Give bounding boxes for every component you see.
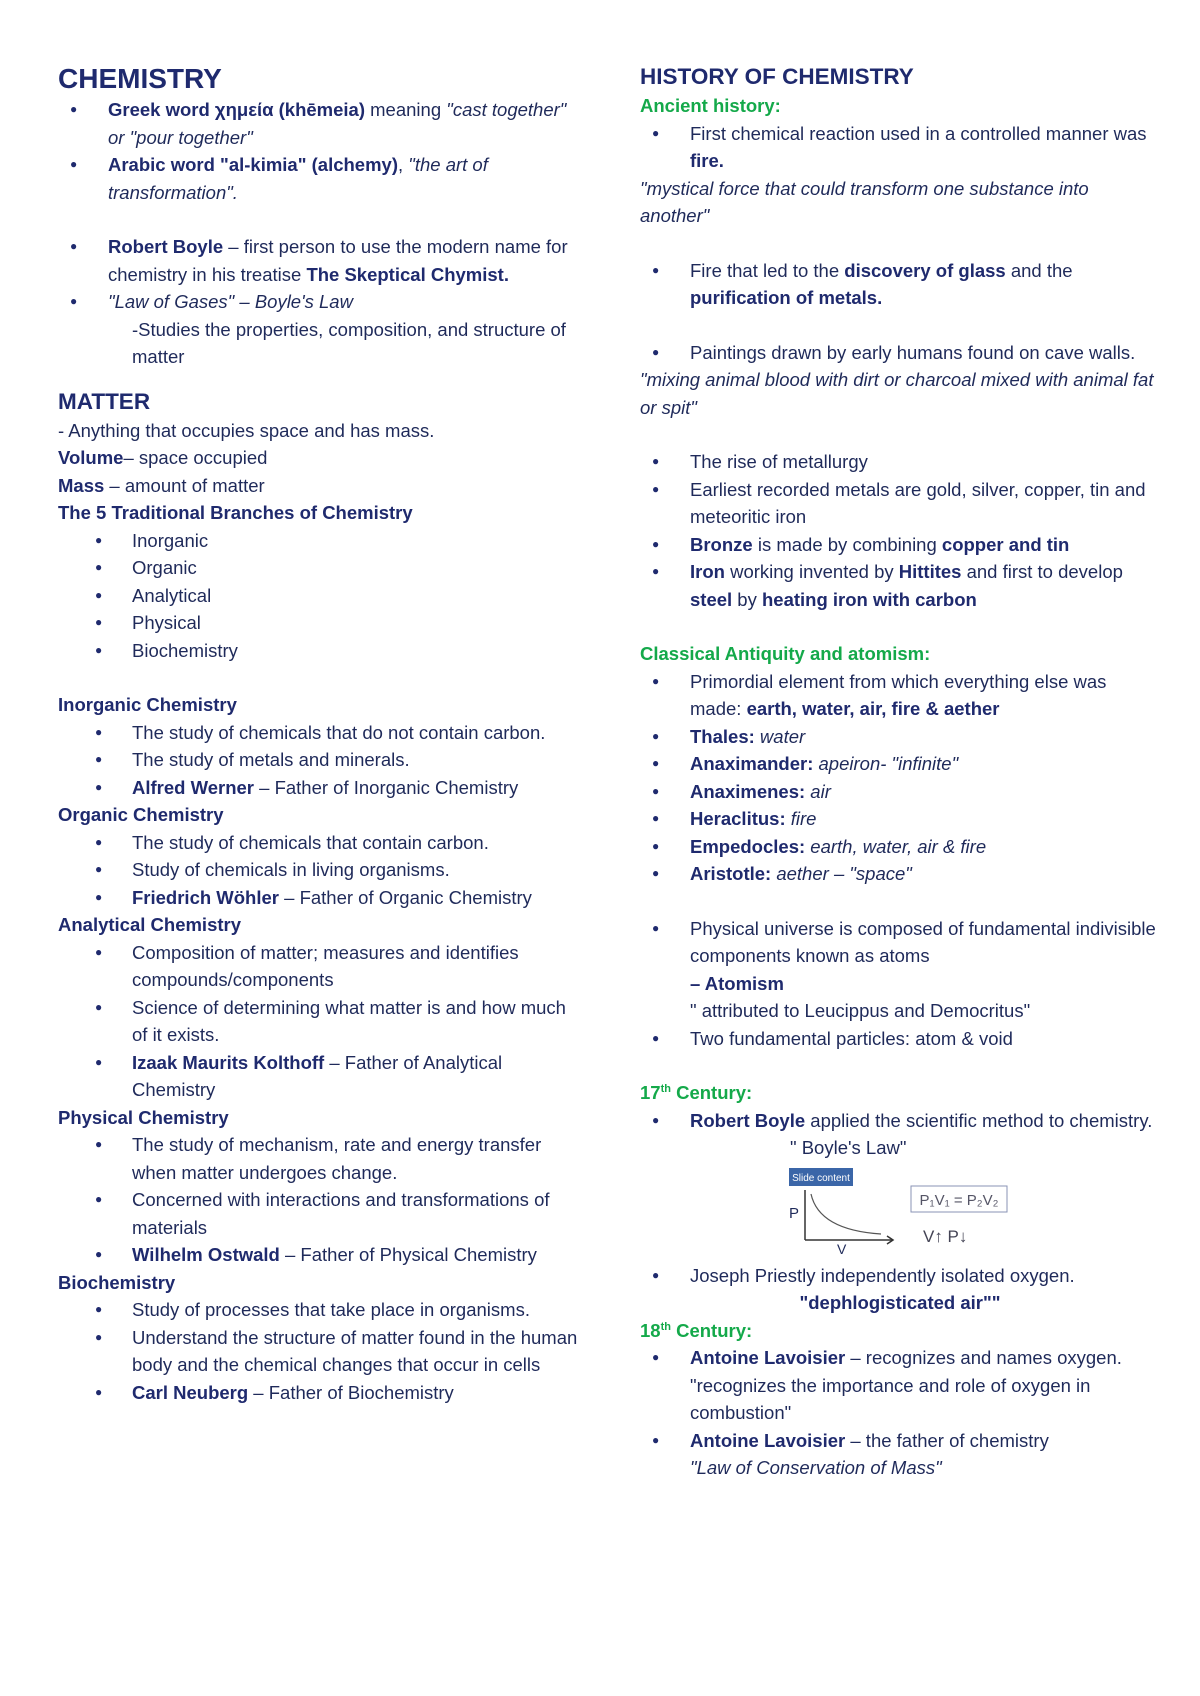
list-item: ● Study of processes that take place in organisms. (58, 1296, 578, 1324)
right-column (640, 62, 1160, 1482)
fire-list (640, 120, 1160, 175)
graph-tag-text: Slide content (792, 1172, 850, 1184)
biochemistry-title: Biochemistry (58, 1271, 176, 1293)
volume-line: Volume– space occupied (58, 447, 268, 468)
matter-definition: - Anything that occupies space and has mass. (58, 419, 435, 441)
list-item: ● Antoine Lavoisier – the father of chemistry "Law of Conservation of Mass" (640, 1427, 1160, 1482)
chemistry-title: CHEMISTRY (58, 63, 222, 94)
list-item: ● Robert Boyle – first person to use the modern name for chemistry in his treatise The Skeptical Chymist. (58, 233, 578, 288)
list-item: ● Robert Boyle applied the scientific method to chemistry. (640, 1107, 1160, 1135)
studies-text: -Studies the properties, composition, and structure of matter (132, 318, 566, 367)
branches-title: The 5 Traditional Branches of Chemistry (58, 502, 413, 523)
century-17-list (640, 1107, 1160, 1135)
fire-quote: "mystical force that could transform one substance into another" (640, 177, 1089, 226)
list-item: ● The study of metals and minerals. (58, 746, 578, 774)
list-item: ● Carl Neuberg – Father of Biochemistry (58, 1379, 578, 1407)
ancient-history-title: Ancient history: (640, 95, 781, 116)
inorganic-title: Inorganic Chemistry (58, 694, 237, 715)
mass-line: Mass – amount of matter (58, 474, 265, 496)
biochemistry-list (58, 1296, 578, 1406)
list-item: ● Biochemistry (58, 637, 578, 665)
history-title: HISTORY OF CHEMISTRY (640, 64, 914, 89)
organic-list (58, 829, 578, 912)
graph-curve (811, 1194, 881, 1234)
list-item: ● Inorganic (58, 527, 578, 555)
list-item: ● Bronze is made by combining copper and tin (640, 531, 1160, 559)
list-item: ● Anaximenes: air (640, 778, 1160, 806)
list-item: ● The rise of metallurgy (640, 448, 1160, 476)
list-item: ● Joseph Priestly independently isolated oxygen. (640, 1262, 1160, 1290)
paintings-list (640, 339, 1160, 367)
century-17-title: 17th Century: (640, 1082, 753, 1103)
century-18-list (640, 1344, 1160, 1482)
list-item: ● Concerned with interactions and transformations of materials (58, 1186, 578, 1241)
boyles-law-graph (785, 1166, 1015, 1256)
analytical-title: Analytical Chemistry (58, 914, 242, 935)
list-item: ● Empedocles: earth, water, air & fire (640, 833, 1160, 861)
list-item: ● Arabic word "al-kimia" (alchemy), "the art of transformation". (58, 151, 578, 206)
list-item: ● Composition of matter; measures and identifies compounds/components (58, 939, 578, 994)
list-item: ● First chemical reaction used in a controlled manner was fire. (640, 120, 1160, 175)
physical-list (58, 1131, 578, 1269)
list-item: ● Study of chemicals in living organisms. (58, 856, 578, 884)
inorganic-list (58, 719, 578, 802)
analytical-list (58, 939, 578, 1104)
list-item: ● Organic (58, 554, 578, 582)
list-item: ● The study of mechanism, rate and energy transfer when matter undergoes change. (58, 1131, 578, 1186)
list-item: ● Izaak Maurits Kolthoff – Father of Analytical Chemistry (58, 1049, 578, 1104)
list-item: ● Alfred Werner – Father of Inorganic Chemistry (58, 774, 578, 802)
list-item: ● Fire that led to the discovery of glass and the purification of metals. (640, 257, 1160, 312)
matter-title: MATTER (58, 388, 151, 414)
list-item: ● Heraclitus: fire (640, 805, 1160, 833)
list-item: ● Anaximander: apeiron- "infinite" (640, 750, 1160, 778)
branches-list (58, 527, 578, 665)
priestly-list (640, 1262, 1160, 1290)
graph-v-label: V (837, 1240, 847, 1256)
list-item: ● "Law of Gases" – Boyle's Law (58, 288, 578, 316)
list-item: ● Iron working invented by Hittites and first to develop steel by heating iron with carbon (640, 558, 1160, 613)
list-item: ● Greek word χημεία (khēmeia) meaning "cast together" or "pour together" (58, 96, 578, 151)
metallurgy-list (640, 448, 1160, 613)
list-item: ● Two fundamental particles: atom & void (640, 1025, 1160, 1053)
classical-list (640, 668, 1160, 888)
list-item: ● Aristotle: aether – "space" (640, 860, 1160, 888)
list-item: ● Science of determining what matter is and how much of it exists. (58, 994, 578, 1049)
classical-title: Classical Antiquity and atomism: (640, 643, 931, 664)
list-item: ● Wilhelm Ostwald – Father of Physical Chemistry (58, 1241, 578, 1269)
paintings-quote: "mixing animal blood with dirt or charcoal mixed with animal fat or spit" (640, 369, 1154, 418)
list-item: ● Antoine Lavoisier – recognizes and names oxygen. "recognizes the importance and role of oxygen in combustion" (640, 1344, 1160, 1427)
organic-title: Organic Chemistry (58, 804, 224, 825)
list-item: ● Physical universe is composed of fundamental indivisible components known as atoms – Atomism " attributed to Leucippus and Democritus" (640, 915, 1160, 1025)
boyle-list (58, 233, 578, 316)
atomism-list (640, 915, 1160, 1053)
century-18-title: 18th Century: (640, 1319, 753, 1341)
list-item: ● Thales: water (640, 723, 1160, 751)
list-item: ● The study of chemicals that contain carbon. (58, 829, 578, 857)
dephlogisticated-label: "dephlogisticated air"" (799, 1292, 1001, 1313)
list-item: ● Paintings drawn by early humans found on cave walls. (640, 339, 1160, 367)
list-item: ● Friedrich Wöhler – Father of Organic Chemistry (58, 884, 578, 912)
left-column (58, 62, 578, 1406)
physical-title: Physical Chemistry (58, 1106, 229, 1128)
list-item: ● Analytical (58, 582, 578, 610)
list-item: ● Primordial element from which everything else was made: earth, water, air, fire & aether (640, 668, 1160, 723)
relation-text: V↑ P↓ (923, 1226, 968, 1246)
boyles-law-label: " Boyle's Law" (790, 1137, 907, 1158)
chemistry-intro-list (58, 96, 578, 206)
list-item: ● Understand the structure of matter found in the human body and the chemical changes that occur in cells (58, 1324, 578, 1379)
glass-list (640, 257, 1160, 312)
list-item: ● Physical (58, 609, 578, 637)
list-item: ● Earliest recorded metals are gold, silver, copper, tin and meteoritic iron (640, 476, 1160, 531)
graph-p-label: P (789, 1204, 800, 1222)
list-item: ● The study of chemicals that do not contain carbon. (58, 719, 578, 747)
formula-text: P₁V₁ = P₂V₂ (919, 1191, 999, 1209)
